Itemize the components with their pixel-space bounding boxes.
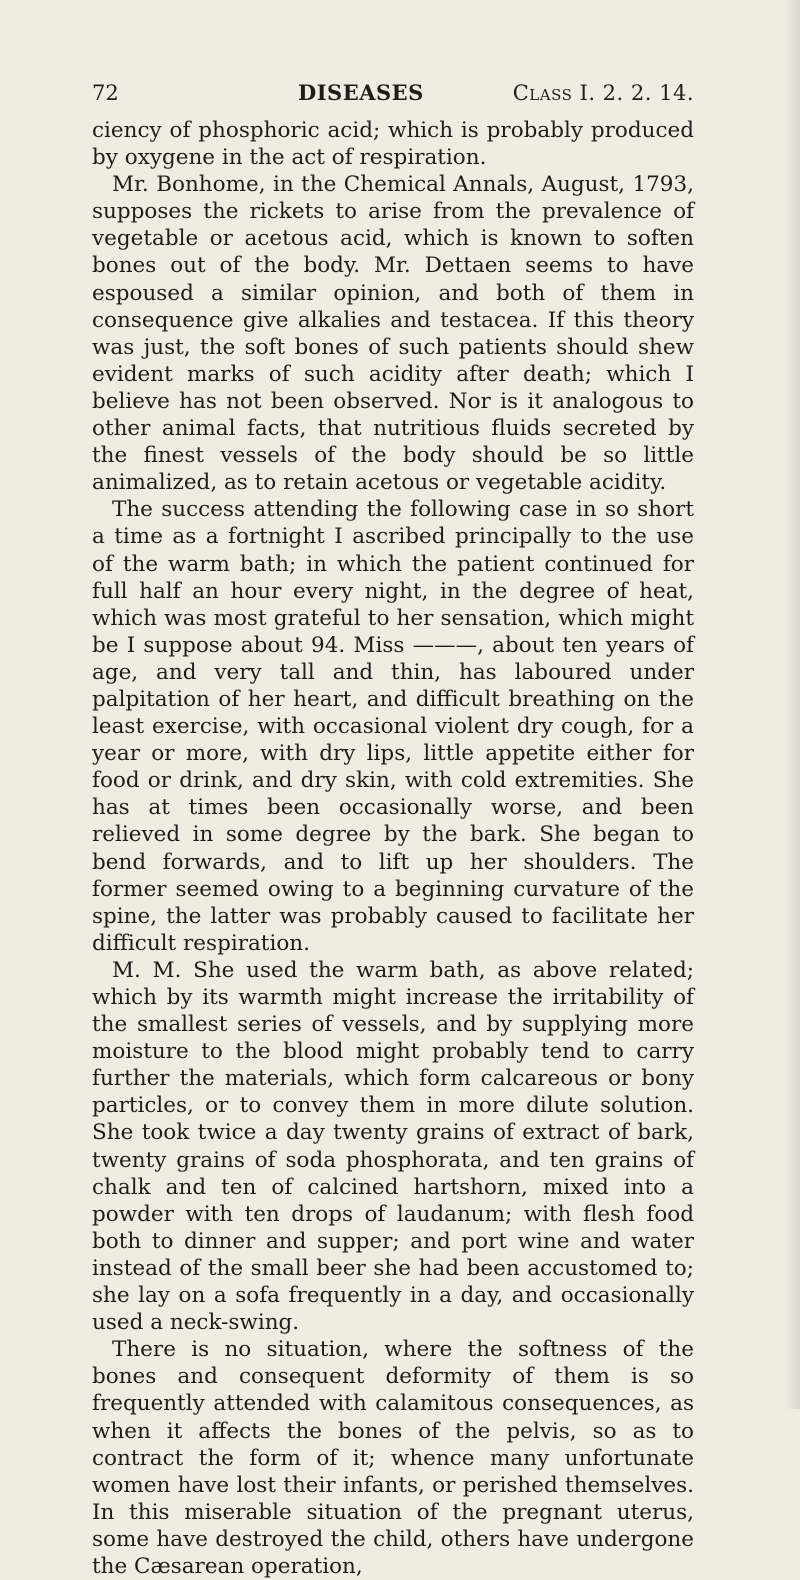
body-text <box>92 117 694 1580</box>
running-title: DISEASES <box>298 80 424 105</box>
paragraph-case: The success attending the following case in so short a time as a fortnight I ascribed principally to the use of the warm bath; in which the patient continued for full half an hour every night, in the degree of heat, which was most grateful to her sensation, which might be I suppose about 94. Miss ———, about ten years of age, and very tall and thin, has laboured under palpitation of her heart, and difficult breathing on the least exercise, with occasional violent dry cough, for a year or more, with dry lips, little appetite either for food or drink, and dry skin, with cold extremities. She has at times been occasionally worse, and been relieved in some degree by the bark. She began to bend forwards, and to lift up her shoulders. The former seemed owing to a beginning curvature of the spine, the latter was probably caused to facilitate her difficult respiration. <box>92 497 694 956</box>
running-header <box>92 77 694 109</box>
paragraph-treatment: M. M. She used the warm bath, as above related; which by its warmth might increase the irritability of the smallest series of vessels, and by supplying more moisture to the blood might probably tend to carry further the materials, which form calcareous or bony particles, or to convey them in more dilute solution. She took twice a day twenty grains of extract of bark, twenty grains of soda phosphorata, and ten grains of chalk and ten of calcined hartshorn, mixed into a powder with ten drops of laudanum; with flesh food both to dinner and supper; and port wine and water instead of the small beer she had been accustomed to; she lay on a sofa frequently in a day, and occasionally used a neck-swing. <box>92 957 694 1336</box>
paragraph-continuation: ciency of phosphoric acid; which is probably produced by oxygene in the act of respiration. <box>92 118 694 171</box>
paragraph-pelvis: There is no situation, where the softness of the bones and consequent deformity of them is so frequently attended with calamitous consequences, as when it affects the bones of the pelvis, so as to contract the form of it; whence many unfortunate women have lost their infants, or perished themselves. In this miserable situation of the pregnant uterus, some have destroyed the child, others have undergone the Cæsarean operation, <box>92 1337 694 1579</box>
page-number: 72 <box>92 81 119 105</box>
paragraph-bonhome: Mr. Bonhome, in the Chemical Annals, August, 1793, supposes the rickets to arise from the prevalence of vegetable or acetous acid, which is known to soften bones out of the body. Mr. Dettaen seems to have espoused a similar opinion, and both of them in consequence give alkalies and testacea. If this theory was just, the soft bones of such patients should shew evident marks of such acidity after death; which I believe has not been observed. Nor is it analogous to other animal facts, that nutritious fluids secreted by the finest vessels of the body should be so little animalized, as to retain acetous or vegetable acidity. <box>92 172 694 496</box>
class-reference: Class I. 2. 2. 14. <box>512 81 694 105</box>
page-edge-shadow <box>786 0 800 1409</box>
